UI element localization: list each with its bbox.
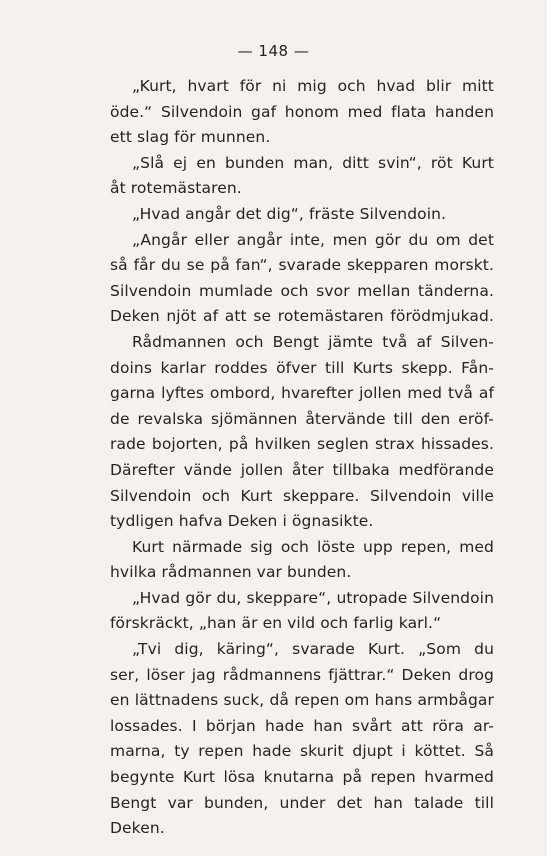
text-line: öde.“ Silvendoin gaf honom med flata handen [110,102,494,121]
text-line: doins karlar roddes öfver till Kurts skepp. Fån- [110,358,494,377]
text-line: rade bojorten, på hvilken seglen strax hissades. [110,435,494,454]
text-line: begynte Kurt lösa knutarna på repen hvarmed [110,768,494,787]
text-line: Kurt närmade sig och löste upp repen, med [132,537,494,556]
text-line: Silvendoin mumlade och svor mellan tänderna. [110,281,494,300]
page-number: — 148 — [237,42,310,60]
text-line: så får du se på fan“, svarade skepparen morskt. [110,256,494,275]
text-line: ser, löser jag rådmannens fjättrar.“ Deken drog [110,665,494,684]
text-line: tydligen hafva Deken i ögnasikte. [110,512,374,531]
text-line: en lättnadens suck, då repen om hans armbågar [110,691,494,710]
text-line: förskräckt, „han är en vild och farlig karl.“ [110,614,442,633]
text-line: hvilka rådmannen var bunden. [110,563,352,582]
text-line: marna, ty repen hade skurit djupt i köttet. Så [110,742,494,761]
text-line: Bengt var bunden, under det han talade till [110,793,494,812]
text-line: „Hvad gör du, skeppare“, utropade Silvendoin [132,588,494,607]
text-line: de revalska sjömännen återvände till den eröf- [110,409,494,428]
text-line: Silvendoin och Kurt skeppare. Silvendoin ville [110,486,494,505]
text-line: „Hvad angår det dig“, fräste Silvendoin. [132,204,447,223]
text-line: Därefter vände jollen åter tillbaka medförande [110,460,494,479]
text-line: „Angår eller angår inte, men gör du om det [132,230,494,249]
text-line: „Kurt, hvart för ni mig och hvad blir mitt [132,77,494,95]
text-line: lossades. I början hade han svårt att röra ar- [110,716,494,735]
text-line: garna lyftes ombord, hvarefter jollen med två af [110,384,494,403]
text-line: Deken njöt af att se rotemästaren förödmjukad. [110,307,494,326]
text-line: åt rotemästaren. [110,179,242,198]
text-line: „Slå ej en bunden man, ditt svin“, röt Kurt [132,153,494,172]
body-text [110,74,494,842]
text-line: „Tvi dig, käring“, svarade Kurt. „Som du [132,640,494,659]
text-line: Rådmannen och Bengt jämte två af Silven- [132,332,494,351]
text-line: ett slag för munnen. [110,128,271,147]
text-line: Deken. [110,819,165,838]
